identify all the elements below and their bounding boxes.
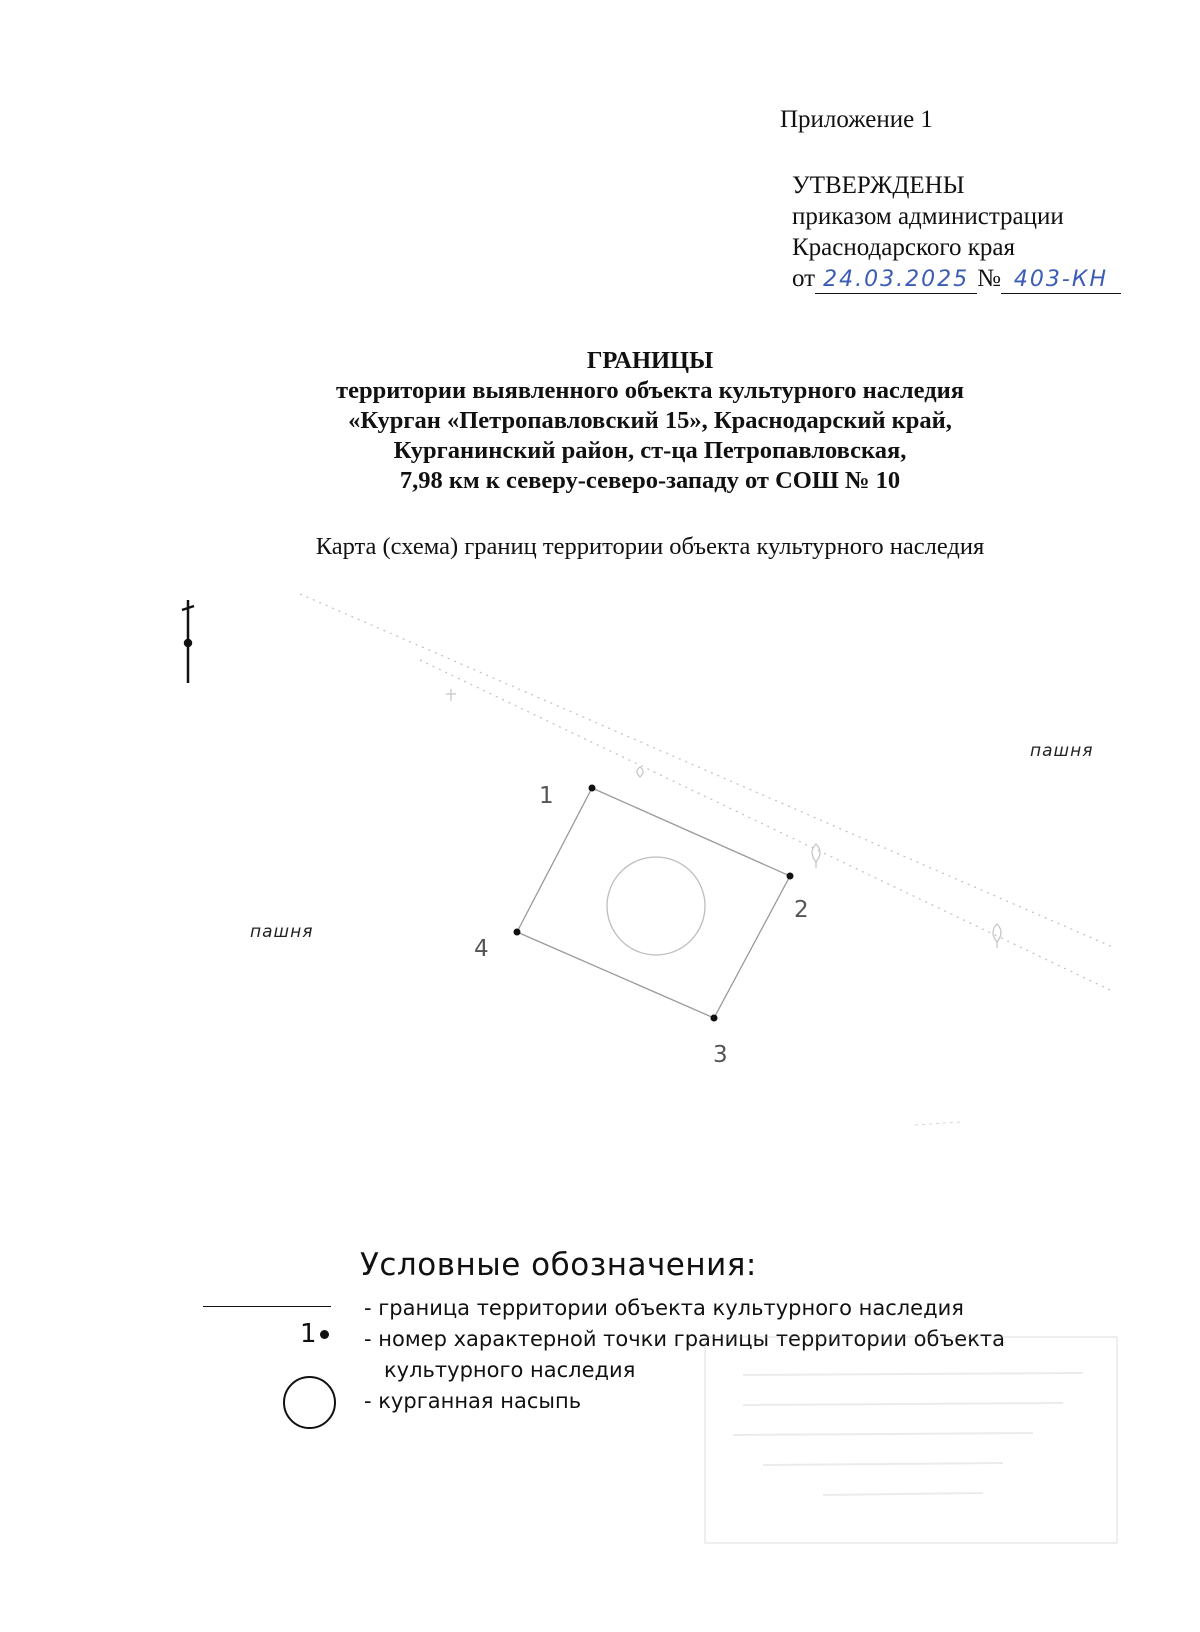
title-heading: ГРАНИЦЫ [586, 347, 714, 374]
legend-point-number: 1 [300, 1319, 317, 1349]
legend-point-text-line2: культурного наследия [384, 1358, 636, 1382]
legend-boundary-text: - граница территории объекта культурного наследия [364, 1296, 964, 1320]
point-label-4: 4 [474, 936, 489, 962]
approval-line-2: приказом администрации [792, 203, 1064, 230]
heritage-boundary [517, 788, 790, 1018]
legend-heading: Условные обозначения: [360, 1247, 757, 1283]
legend-point-dot-icon [320, 1330, 329, 1339]
boundary-point-1 [589, 785, 596, 792]
north-arrow-icon [182, 600, 194, 683]
legend-boundary-line-icon [203, 1306, 331, 1307]
faint-mark [915, 1122, 960, 1125]
number-value: 403-КН [1013, 267, 1109, 292]
appendix-label: Приложение 1 [780, 106, 933, 133]
boundary-point-2 [787, 873, 794, 880]
title-line-2: «Курган «Петропавловский 15», Краснодарский край, [348, 407, 952, 434]
boundary-point-3 [711, 1015, 718, 1022]
number-sign: № [977, 265, 1001, 292]
map-caption: Карта (схема) границ территории объекта культурного наследия [315, 533, 985, 560]
number-field [1001, 266, 1121, 294]
title-line-4: 7,98 км к северу-северо-западу от СОШ № 10 [399, 467, 901, 494]
boundary-point-4 [514, 929, 521, 936]
title-line-3: Курганинский район, ст-ца Петропавловская, [393, 437, 907, 464]
point-label-3: 3 [713, 1042, 728, 1068]
date-value: 24.03.2025 [823, 267, 970, 292]
approval-line-3: Краснодарского края [792, 234, 1015, 261]
title-line-1: территории выявленного объекта культурного наследия [336, 377, 964, 404]
date-field [815, 266, 977, 294]
stamp-ghost-mark [703, 1335, 1121, 1547]
approval-date-row [792, 263, 1121, 294]
land-label-left: пашня [250, 922, 314, 942]
boundary-map [0, 580, 1200, 1140]
legend-mound-text: - курганная насыпь [364, 1389, 582, 1413]
document-title [0, 346, 1200, 496]
approval-block [792, 170, 1121, 294]
date-prefix: от [792, 265, 816, 292]
legend-point-text-line1: - номер характерной точки границы территории объекта [364, 1327, 1006, 1351]
approval-line-1: УТВЕРЖДЕНЫ [792, 172, 965, 199]
point-label-2: 2 [794, 897, 809, 923]
legend-mound-circle-icon [283, 1376, 336, 1429]
point-label-1: 1 [539, 783, 554, 809]
kurgan-mound [607, 857, 705, 955]
land-label-right: пашня [1030, 741, 1094, 761]
